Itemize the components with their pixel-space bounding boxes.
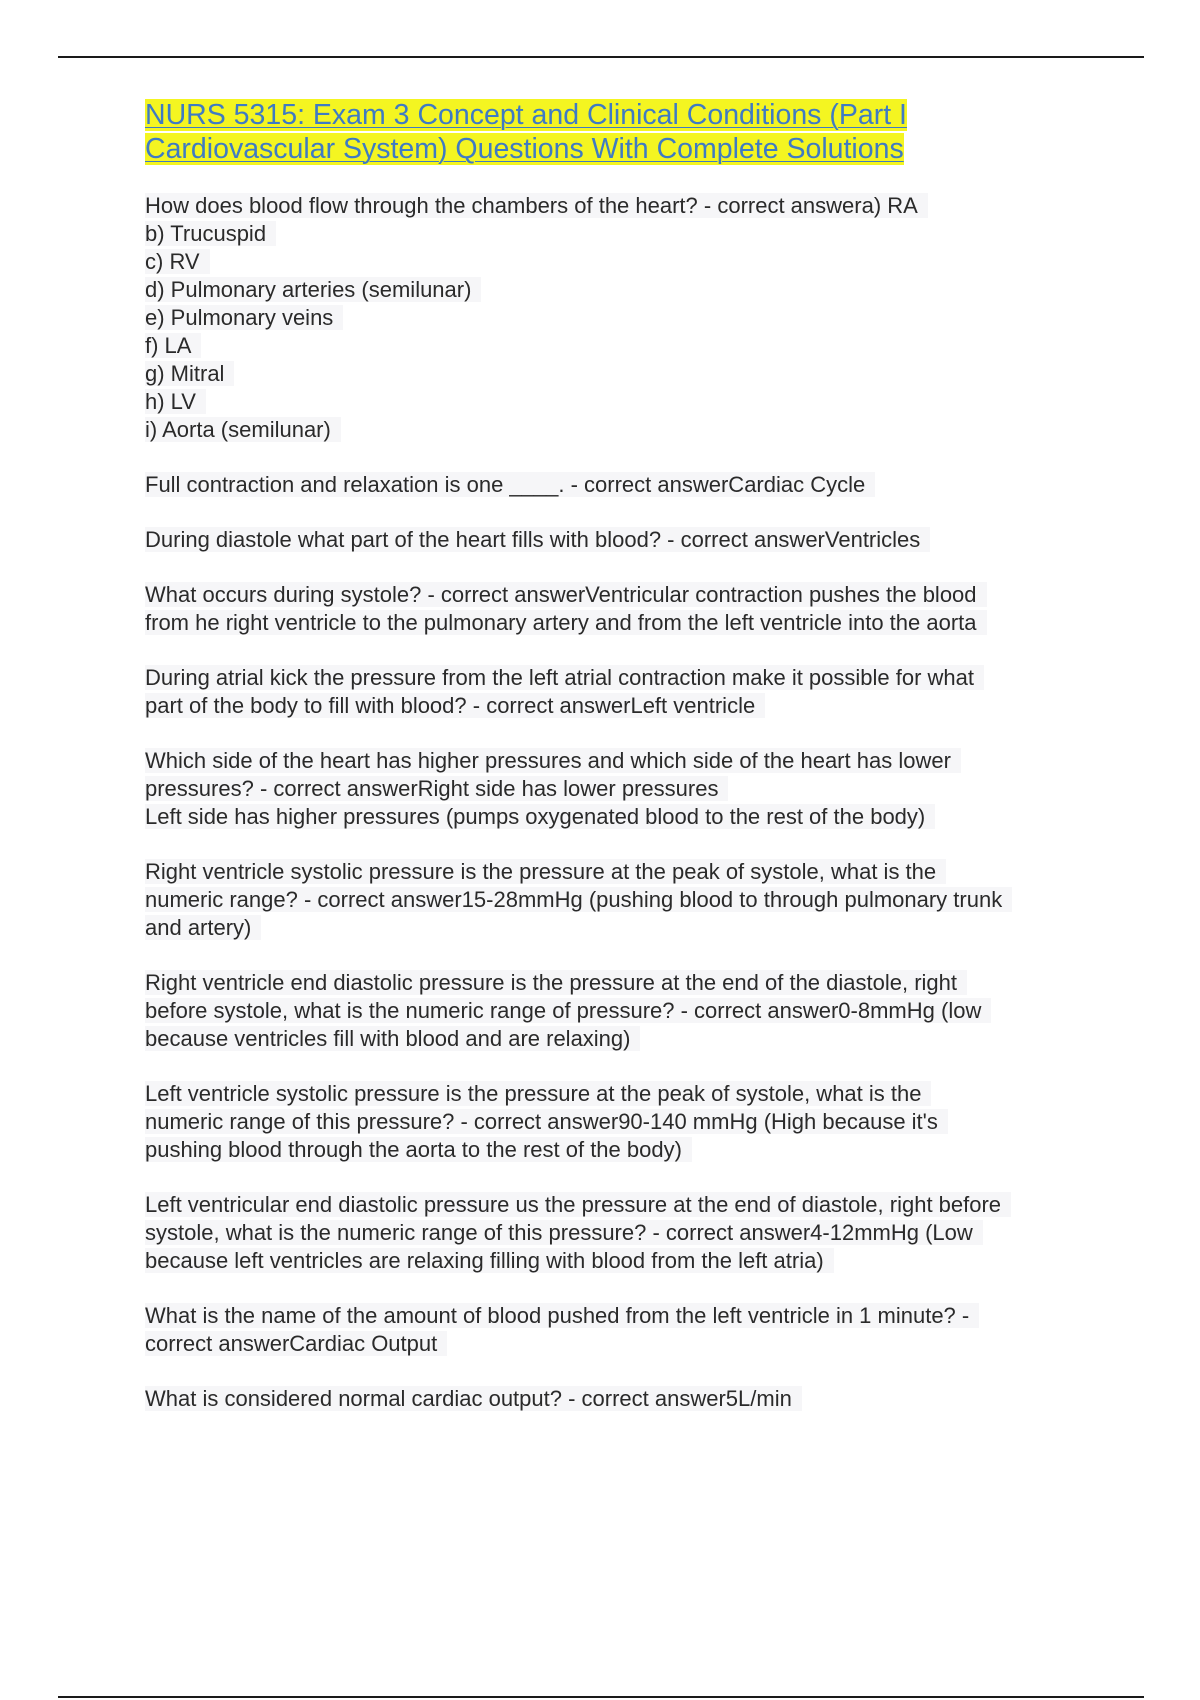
qa-line: i) Aorta (semilunar) (145, 417, 341, 442)
qa-line: c) RV (145, 249, 210, 274)
qa-line-wrapper (145, 914, 1095, 942)
qa-line-wrapper (145, 1385, 1095, 1413)
qa-line: part of the body to fill with blood? - correct answerLeft ventricle (145, 693, 765, 718)
qa-line: What is the name of the amount of blood pushed from the left ventricle in 1 minute? - (145, 1303, 979, 1328)
qa-line: from he right ventricle to the pulmonary artery and from the left ventricle into the aorta (145, 610, 987, 635)
document-title (145, 98, 1095, 166)
qa-line: d) Pulmonary arteries (semilunar) (145, 277, 481, 302)
qa-line-wrapper (145, 1247, 1095, 1275)
qa-line: because ventricles fill with blood and are relaxing) (145, 1026, 640, 1051)
qa-item (145, 969, 1095, 1053)
qa-line-wrapper (145, 1136, 1095, 1164)
qa-line: Left ventricle systolic pressure is the pressure at the peak of systole, what is the (145, 1081, 931, 1106)
qa-line: systole, what is the numeric range of this pressure? - correct answer4-12mmHg (Low (145, 1220, 983, 1245)
title-line-2: Cardiovascular System) Questions With Complete Solutions (145, 133, 904, 165)
qa-item (145, 526, 1095, 554)
qa-line-wrapper (145, 692, 1095, 720)
qa-line: numeric range? - correct answer15-28mmHg (pushing blood to through pulmonary trunk (145, 887, 1012, 912)
qa-line-wrapper (145, 775, 1095, 803)
qa-line: because left ventricles are relaxing filling with blood from the left atria) (145, 1248, 834, 1273)
qa-line-wrapper (145, 858, 1095, 886)
qa-line: Left side has higher pressures (pumps oxygenated blood to the rest of the body) (145, 804, 935, 829)
qa-line-wrapper (145, 609, 1095, 637)
qa-line-wrapper (145, 1108, 1095, 1136)
qa-line: Which side of the heart has higher pressures and which side of the heart has lower (145, 748, 961, 773)
qa-line: What is considered normal cardiac output? - correct answer5L/min (145, 1386, 802, 1411)
qa-line: h) LV (145, 389, 206, 414)
qa-line: Right ventricle end diastolic pressure is the pressure at the end of the diastole, right (145, 970, 967, 995)
qa-line: correct answerCardiac Output (145, 1331, 447, 1356)
qa-line-wrapper (145, 304, 1095, 332)
qa-item (145, 192, 1095, 444)
qa-item (145, 1080, 1095, 1164)
qa-line: numeric range of this pressure? - correct answer90-140 mmHg (High because it's (145, 1109, 948, 1134)
qa-line: b) Trucuspid (145, 221, 276, 246)
qa-line-wrapper (145, 969, 1095, 997)
qa-line-wrapper (145, 526, 1095, 554)
qa-line-wrapper (145, 220, 1095, 248)
qa-line-wrapper (145, 276, 1095, 304)
qa-line-wrapper (145, 1025, 1095, 1053)
qa-line-wrapper (145, 1219, 1095, 1247)
qa-line: Right ventricle systolic pressure is the pressure at the peak of systole, what is the (145, 859, 946, 884)
qa-item (145, 471, 1095, 499)
qa-line: pushing blood through the aorta to the rest of the body) (145, 1137, 692, 1162)
qa-line: before systole, what is the numeric range of pressure? - correct answer0-8mmHg (low (145, 998, 991, 1023)
qa-line-wrapper (145, 332, 1095, 360)
qa-line: Left ventricular end diastolic pressure us the pressure at the end of diastole, right before (145, 1192, 1011, 1217)
qa-line-wrapper (145, 192, 1095, 220)
qa-item (145, 1191, 1095, 1275)
qa-line: During diastole what part of the heart fills with blood? - correct answerVentricles (145, 527, 930, 552)
qa-line: How does blood flow through the chambers of the heart? - correct answera) RA (145, 193, 928, 218)
qa-line-wrapper (145, 388, 1095, 416)
qa-list (145, 192, 1095, 1413)
qa-line: g) Mitral (145, 361, 234, 386)
bottom-rule (58, 1696, 1144, 1698)
qa-line-wrapper (145, 1302, 1095, 1330)
qa-item (145, 858, 1095, 942)
qa-item (145, 581, 1095, 637)
qa-line-wrapper (145, 1191, 1095, 1219)
qa-line: f) LA (145, 333, 201, 358)
qa-line-wrapper (145, 1080, 1095, 1108)
qa-item (145, 747, 1095, 831)
qa-line-wrapper (145, 360, 1095, 388)
qa-line-wrapper (145, 997, 1095, 1025)
qa-line: e) Pulmonary veins (145, 305, 343, 330)
qa-line: pressures? - correct answerRight side has lower pressures (145, 776, 728, 801)
qa-line: What occurs during systole? - correct answerVentricular contraction pushes the blood (145, 582, 987, 607)
title-line-1: NURS 5315: Exam 3 Concept and Clinical Conditions (Part I (145, 99, 907, 131)
qa-line-wrapper (145, 1330, 1095, 1358)
qa-item (145, 1385, 1095, 1413)
qa-line-wrapper (145, 416, 1095, 444)
qa-line-wrapper (145, 664, 1095, 692)
qa-line-wrapper (145, 248, 1095, 276)
document-body (145, 98, 1095, 1440)
qa-item (145, 664, 1095, 720)
qa-line: During atrial kick the pressure from the left atrial contraction make it possible for what (145, 665, 984, 690)
qa-line-wrapper (145, 803, 1095, 831)
qa-line: and artery) (145, 915, 261, 940)
qa-line-wrapper (145, 581, 1095, 609)
top-rule (58, 56, 1144, 58)
qa-line: Full contraction and relaxation is one ____. - correct answerCardiac Cycle (145, 472, 875, 497)
qa-line-wrapper (145, 886, 1095, 914)
qa-item (145, 1302, 1095, 1358)
qa-line-wrapper (145, 747, 1095, 775)
qa-line-wrapper (145, 471, 1095, 499)
